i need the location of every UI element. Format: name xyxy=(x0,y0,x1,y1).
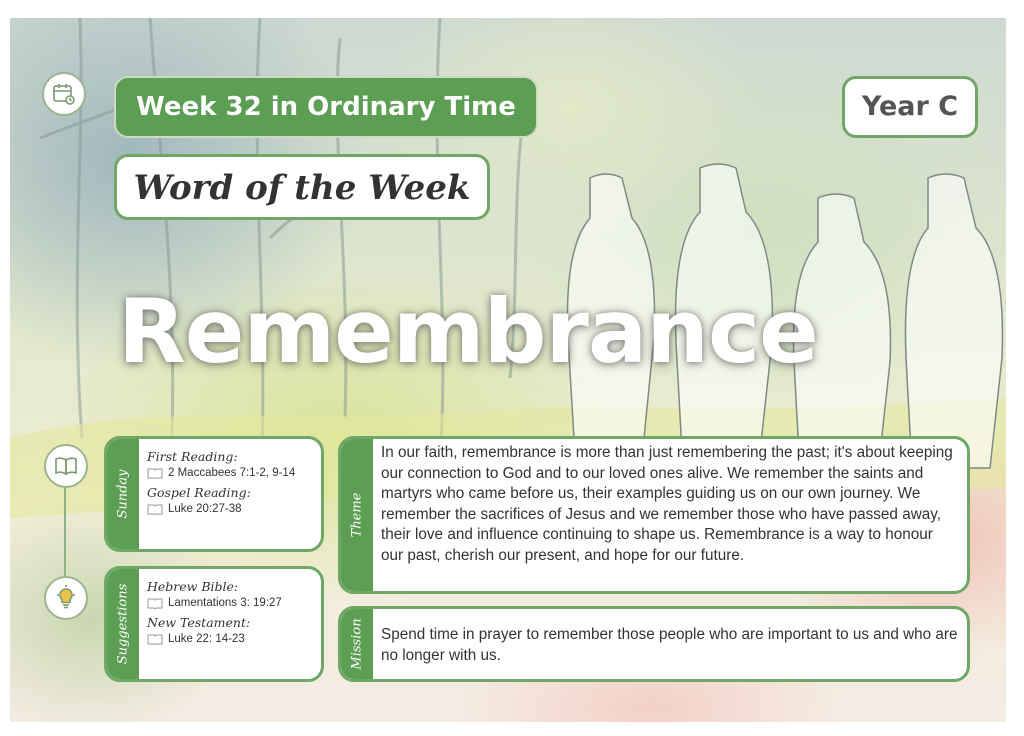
book-icon xyxy=(147,634,163,645)
calendar-icon xyxy=(42,72,86,116)
gospel-reading-label: Gospel Reading: xyxy=(147,485,251,500)
theme-tab xyxy=(341,439,373,591)
theme-card xyxy=(338,436,970,594)
mission-text: Spend time in prayer to remember those people who are important to us and who are no longer with us. xyxy=(381,626,958,664)
sunday-tab xyxy=(107,439,139,549)
first-reading-label: First Reading: xyxy=(147,449,238,464)
year-badge: Year C xyxy=(842,76,978,138)
suggestions-tab-label: Suggestions xyxy=(115,583,131,665)
week-title: Week 32 in Ordinary Time xyxy=(114,76,538,138)
word-heading: Remembrance xyxy=(118,280,818,383)
new-testament-label: New Testament: xyxy=(147,615,251,630)
new-testament-reference: Luke 22: 14-23 xyxy=(168,633,245,645)
word-of-week-label: Word of the Week xyxy=(114,154,490,220)
theme-tab-label: Theme xyxy=(349,492,365,538)
open-book-icon xyxy=(44,444,88,488)
hebrew-bible-label: Hebrew Bible: xyxy=(147,579,239,594)
lightbulb-icon xyxy=(44,576,88,620)
first-reading-reference: 2 Maccabees 7:1-2, 9-14 xyxy=(168,467,296,479)
mission-tab-label: Mission xyxy=(349,618,365,670)
suggestions-card xyxy=(104,566,324,682)
book-icon xyxy=(147,504,163,515)
poster xyxy=(10,18,1006,722)
mission-tab xyxy=(341,609,373,679)
gospel-reading-reference: Luke 20:27-38 xyxy=(168,503,242,515)
book-icon xyxy=(147,468,163,479)
sunday-readings-card xyxy=(104,436,324,552)
hebrew-bible-reference: Lamentations 3: 19:27 xyxy=(168,597,282,609)
suggestions-tab xyxy=(107,569,139,679)
sunday-tab-label: Sunday xyxy=(115,469,131,519)
book-icon xyxy=(147,598,163,609)
mission-card xyxy=(338,606,970,682)
theme-text: In our faith, remembrance is more than just remembering the past; it's about keeping our connection to God and to our loved ones alive. We remember the saints and martyrs who came before us, their examples guiding us on our own journey. We remember the sacrifices of Jesus and we remember those who have passed away, their love and influence continuing to shape us. Remembrance is a way to honour our past, cherish our present, and hope for our future. xyxy=(381,444,953,564)
